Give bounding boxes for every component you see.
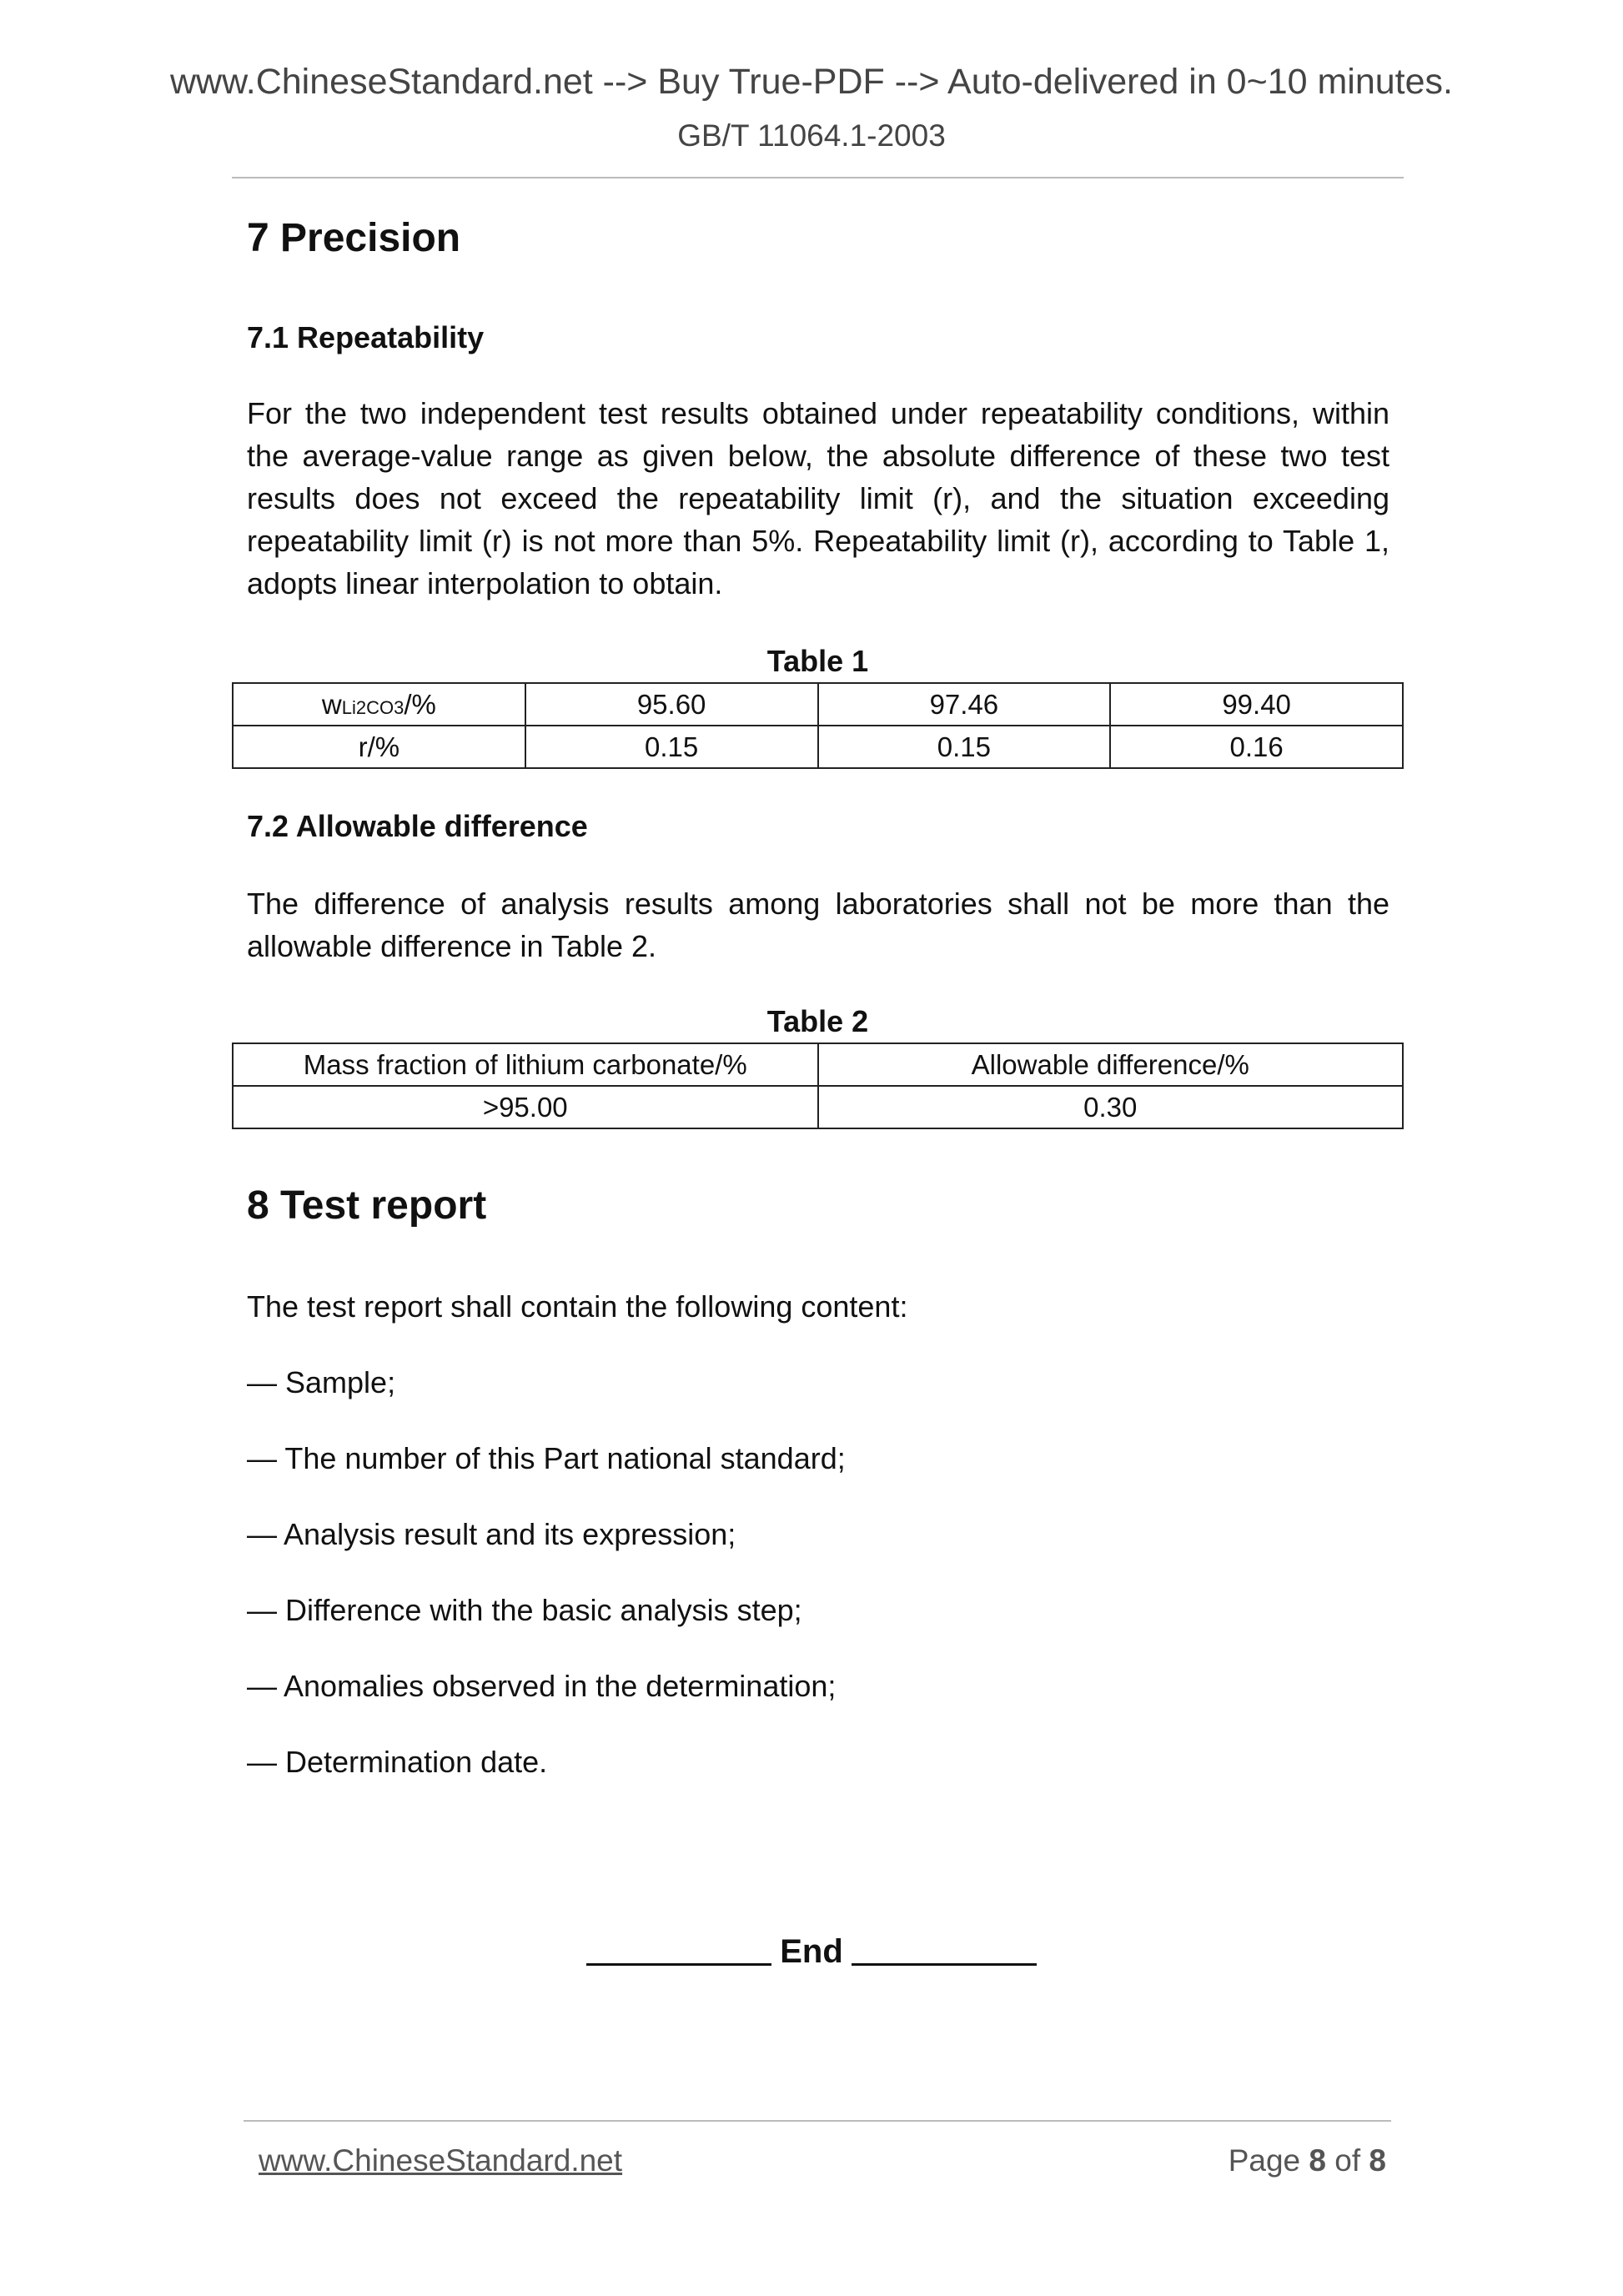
table-cell: 0.16 [1110,726,1403,768]
section-7-1-heading: 7.1 Repeatability [247,320,485,354]
end-marker [0,1933,1623,1971]
table-cell: 95.60 [525,683,818,726]
table-cell-label: r/% [233,726,525,768]
table-header-cell: Mass fraction of lithium carbonate/% [233,1043,818,1086]
table-cell: 99.40 [1110,683,1403,726]
end-label: End [780,1933,843,1970]
standard-number: GB/T 11064.1-2003 [677,118,946,153]
page-indicator: Page 8 of 8 [1228,2143,1386,2178]
table-2 [232,1042,1404,1129]
current-page: 8 [1309,2143,1326,2178]
table-cell-label: wLi2CO3/% [233,683,525,726]
list-item: — Sample; [247,1365,396,1399]
list-item: — Difference with the basic analysis step; [247,1593,802,1627]
list-item: — Determination date. [247,1745,548,1779]
section-8-heading: 8 Test report [247,1183,487,1228]
end-rule-right [852,1963,1037,1966]
table-header-cell: Allowable difference/% [818,1043,1404,1086]
site-banner: www.ChineseStandard.net --> Buy True-PDF --> Auto-delivered in 0~10 minutes. [169,62,1453,102]
section-7-2-heading: 7.2 Allowable difference [247,809,588,843]
list-item: — The number of this Part national standard; [247,1441,846,1475]
table-1 [232,682,1404,769]
test-report-intro: The test report shall contain the following content: [247,1289,908,1324]
footer-divider [244,2120,1391,2122]
table-1-caption: Table 1 [766,644,869,678]
table-cell: 0.30 [818,1086,1404,1128]
list-item: — Anomalies observed in the determination; [247,1669,837,1703]
table-row [233,726,1403,768]
table-row [233,1043,1403,1086]
end-rule-left [586,1963,771,1966]
table-cell: 97.46 [818,683,1111,726]
table-row [233,1086,1403,1128]
section-7-heading: 7 Precision [247,216,461,260]
table-cell: 0.15 [818,726,1111,768]
repeatability-paragraph: For the two independent test results obtained under repeatability conditions, within the average-value range as given below, the absolute difference of these two test results does not exceed the repeatability limit (r), and the situation exceeding repeatability limit (r) is not more than 5%. Repeatability limit (r), according to Table 1, adopts linear interpolation to obtain. [247,396,1389,600]
table-row [233,683,1403,726]
footer-website-link[interactable]: www.ChineseStandard.net [259,2143,623,2178]
header-divider [232,177,1404,178]
table-cell: 0.15 [525,726,818,768]
allowable-difference-paragraph: The difference of analysis results among laboratories shall not be more than the allowable difference in Table 2. [247,887,1389,963]
table-cell: >95.00 [233,1086,818,1128]
total-pages: 8 [1369,2143,1386,2178]
table-2-caption: Table 2 [766,1004,869,1038]
list-item: — Analysis result and its expression; [247,1517,736,1551]
